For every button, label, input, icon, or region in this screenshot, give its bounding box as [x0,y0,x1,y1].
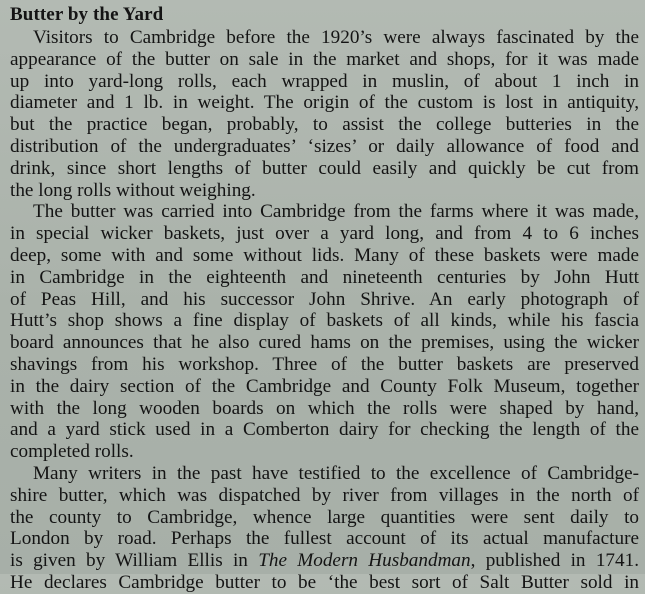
paragraph-3 [10,463,639,594]
text-line: shire butter, which was dispatched by river from villages in the north of [10,484,639,506]
text-line: The butter was carried into Cambridge from the farms where it was made, [33,201,639,223]
text-line: up into yard-long rolls, each wrapped in muslin, of about 1 inch in [10,70,639,92]
text-line: Hutt’s shop shows a fine display of baskets of all kinds, while his fascia [10,310,639,332]
text-line: completed rolls. [10,441,134,463]
text-line: in Cambridge in the eighteenth and nineteenth centuries by John Hutt [10,266,639,288]
text-line: of Peas Hill, and his successor John Shrive. An early photograph of [10,288,639,310]
text-line: but the practice began, probably, to assist the college butteries in the [10,114,639,136]
book-title: The Modern Husbandman [258,550,471,572]
text-line: the county to Cambridge, whence large quantities were sent daily to [10,506,639,528]
text-segment: is given by William Ellis in [10,550,259,572]
text-line: deep, some with and some without lids. Many of these baskets were made [10,244,639,266]
text-line: in the dairy section of the Cambridge and County Folk Museum, together [10,375,639,397]
text-line: with the long wooden boards on which the rolls were shaped by hand, [10,397,639,419]
text-line: board announces that he also cured hams on the premises, using the wicker [10,332,639,354]
text-line-with-book-title [10,550,639,572]
paragraph-1 [10,27,639,201]
paragraph-2 [10,201,639,463]
text-line: London by road. Perhaps the fullest account of its actual manufacture [10,528,639,550]
text-line: and a yard stick used in a Comberton dairy for checking the length of the [10,419,639,441]
text-segment: , published in 1741. [470,550,639,572]
text-line: Visitors to Cambridge before the 1920’s were always fascinated by the [33,27,639,48]
text-line: Many writers in the past have testified to the excellence of Cambridge- [33,462,639,484]
text-line: drink, since short lengths of butter could easily and quickly be cut from [10,157,639,179]
text-line: in special wicker baskets, just over a yard long, and from 4 to 6 inches [10,223,639,245]
text-line: shavings from his workshop. Three of the butter baskets are preserved [10,353,639,375]
text-line: appearance of the butter on sale in the market and shops, for it was made [10,48,639,70]
text-line: diameter and 1 lb. in weight. The origin of the custom is lost in antiquity, [10,92,639,114]
text-line: He declares Cambridge butter to be ‘the best sort of Salt Butter sold in [10,571,639,593]
section-heading: Butter by the Yard [10,4,164,25]
text-line: the long rolls without weighing. [10,179,256,201]
text-line: distribution of the undergraduates’ ‘sizes’ or daily allowance of food and [10,135,639,157]
